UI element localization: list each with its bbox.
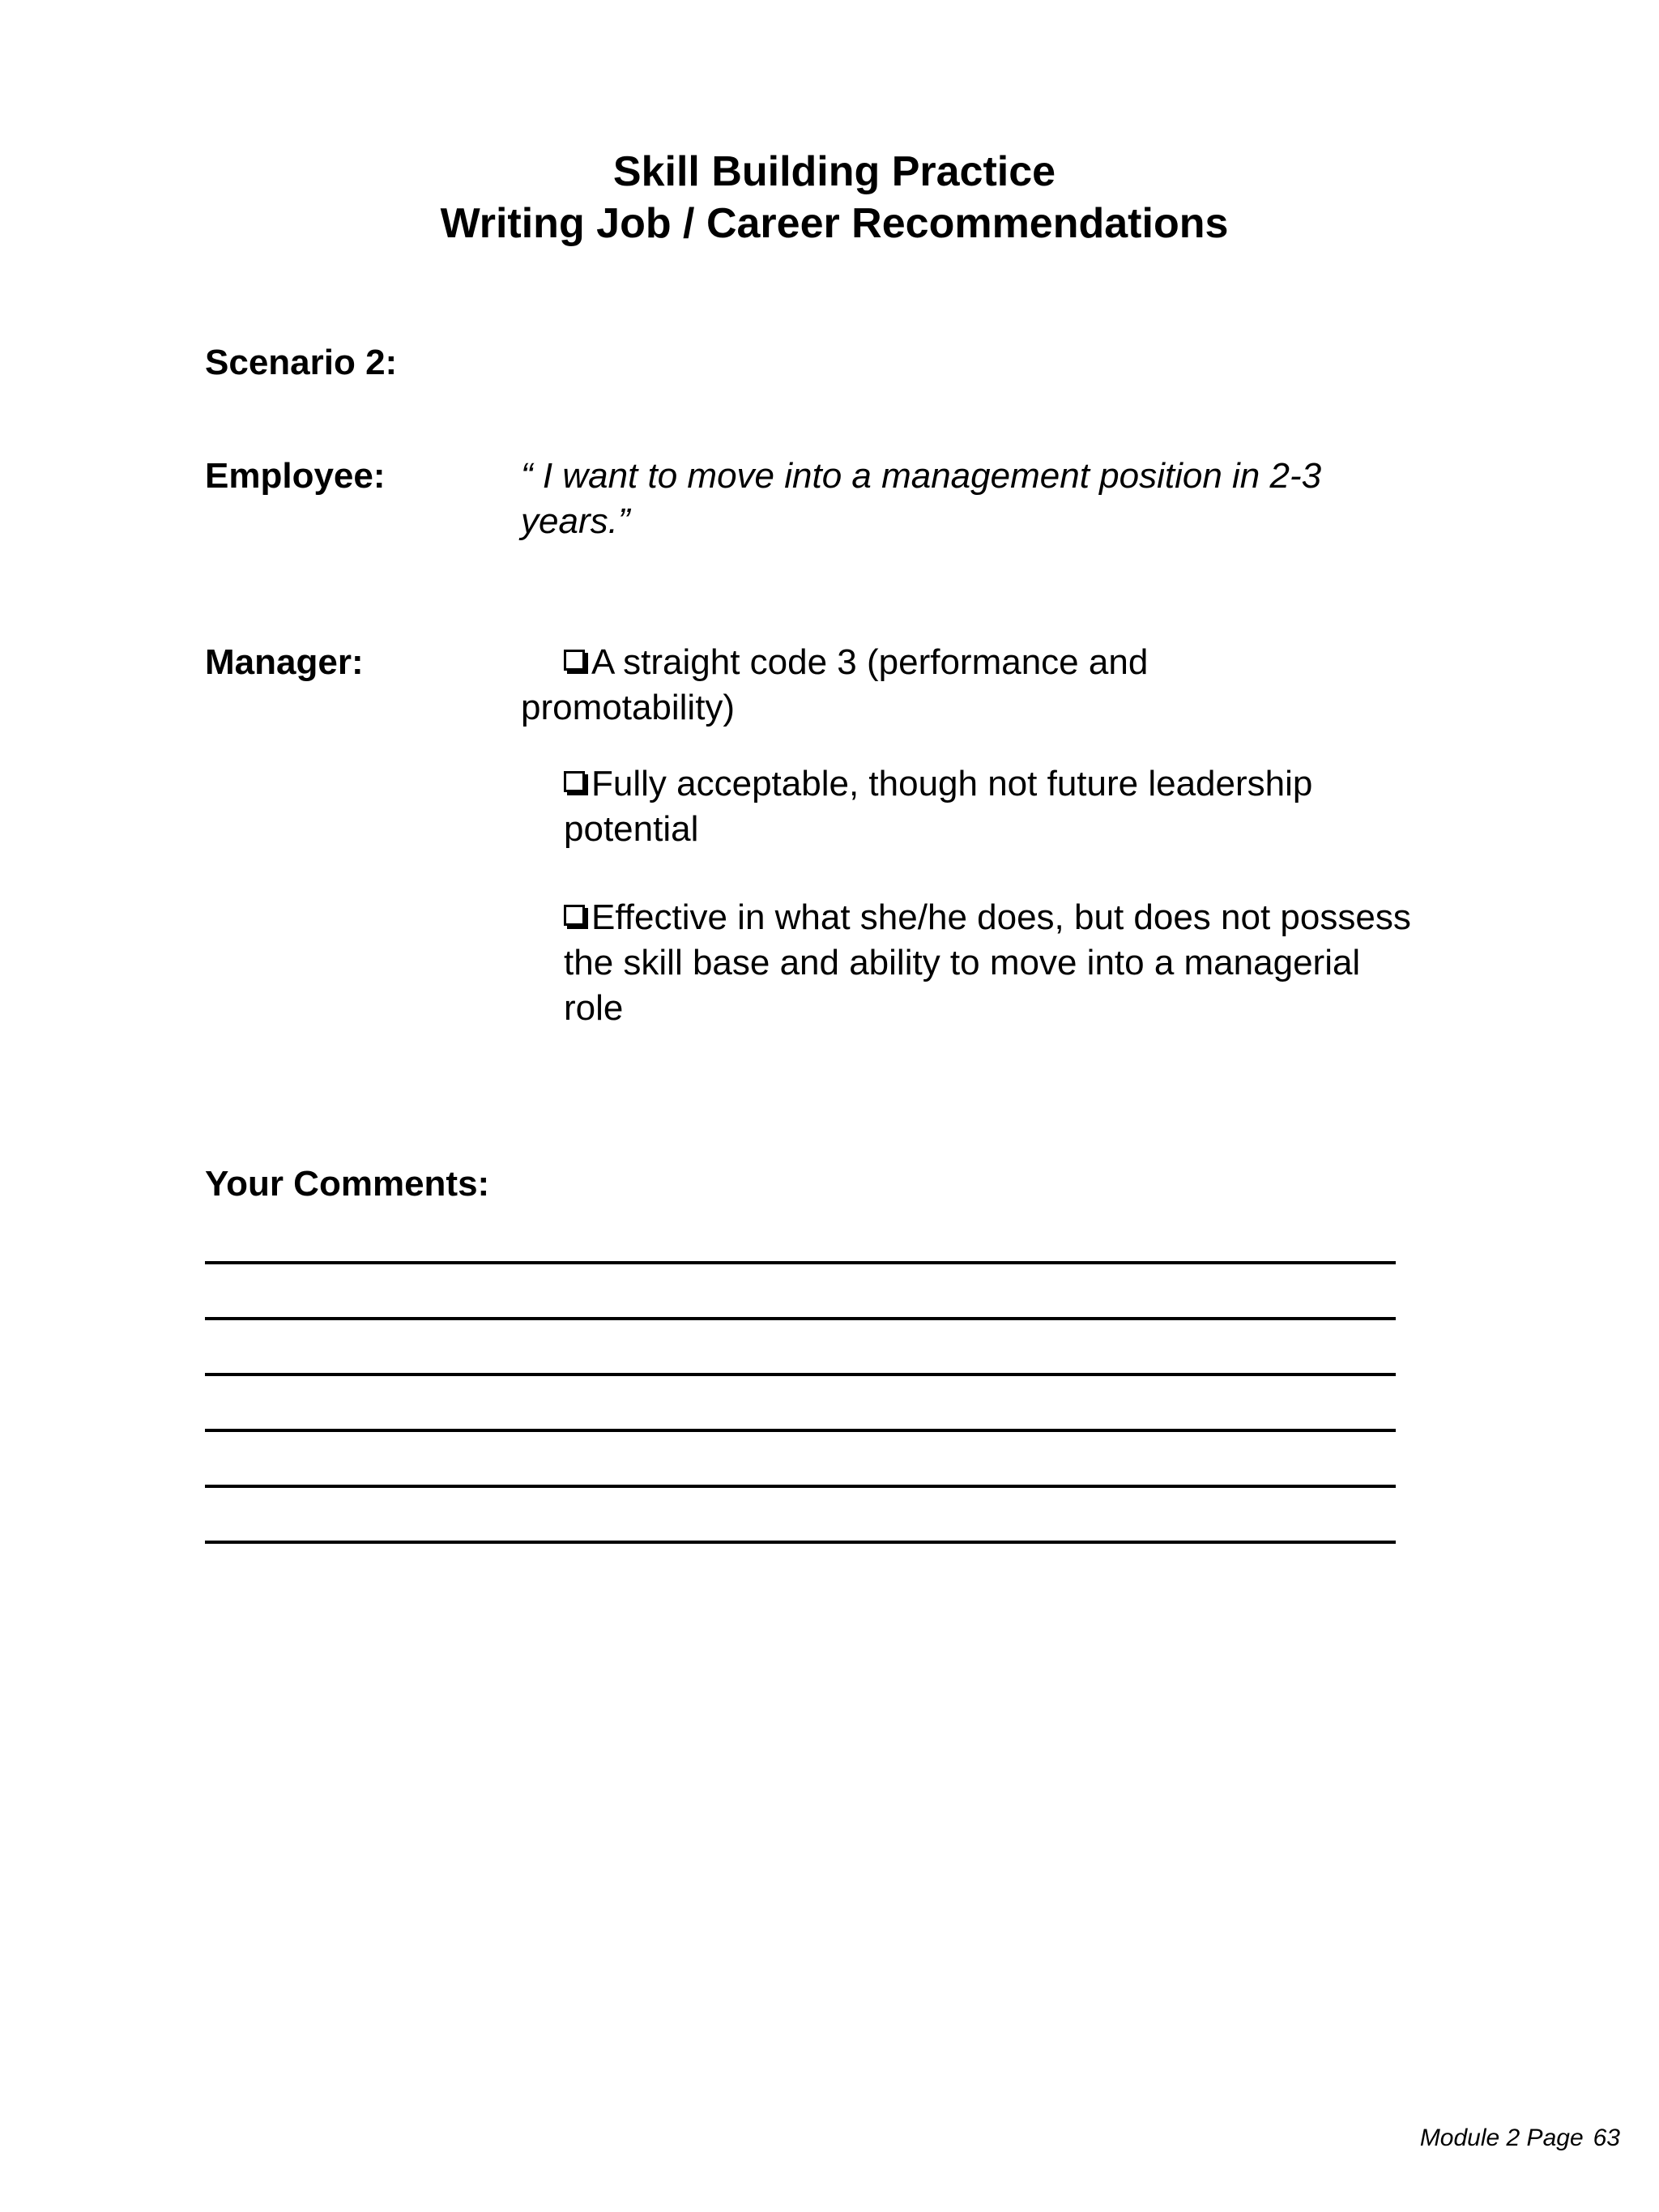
page-title bbox=[0, 146, 1659, 249]
title-line-1: Skill Building Practice bbox=[612, 148, 1056, 195]
manager-option-1-text: A straight code 3 (performance and promotability) bbox=[521, 642, 1149, 727]
comments-label: Your Comments: bbox=[205, 1164, 490, 1204]
comment-line[interactable] bbox=[205, 1317, 1396, 1320]
manager-option-2-text: Fully acceptable, though not future leadership potential bbox=[564, 764, 1313, 849]
checkbox-icon[interactable] bbox=[564, 771, 585, 792]
manager-label: Manager: bbox=[205, 642, 364, 682]
footer-page-number: 63 bbox=[1593, 2125, 1620, 2151]
scenario-label: Scenario 2: bbox=[205, 343, 398, 382]
manager-option-2[interactable] bbox=[564, 761, 1414, 852]
manager-option-3[interactable] bbox=[564, 895, 1414, 1031]
manager-option-1[interactable] bbox=[521, 640, 1250, 731]
page-footer bbox=[1420, 2122, 1620, 2154]
employee-quote: “ I want to move into a management position in 2-3 years.” bbox=[521, 456, 1322, 541]
manager-option-3-text: Effective in what she/he does, but does not possess the skill base and ability to move into a managerial role bbox=[564, 897, 1411, 1028]
comment-line[interactable] bbox=[205, 1541, 1396, 1544]
comment-line[interactable] bbox=[205, 1373, 1396, 1376]
checkbox-icon[interactable] bbox=[564, 650, 585, 671]
comment-line[interactable] bbox=[205, 1485, 1396, 1488]
employee-label: Employee: bbox=[205, 456, 386, 496]
comment-line[interactable] bbox=[205, 1261, 1396, 1264]
footer-module-label: Module 2 Page bbox=[1419, 2125, 1584, 2151]
comment-line[interactable] bbox=[205, 1429, 1396, 1432]
checkbox-icon[interactable] bbox=[564, 905, 585, 926]
title-line-2: Writing Job / Career Recommendations bbox=[440, 200, 1229, 247]
